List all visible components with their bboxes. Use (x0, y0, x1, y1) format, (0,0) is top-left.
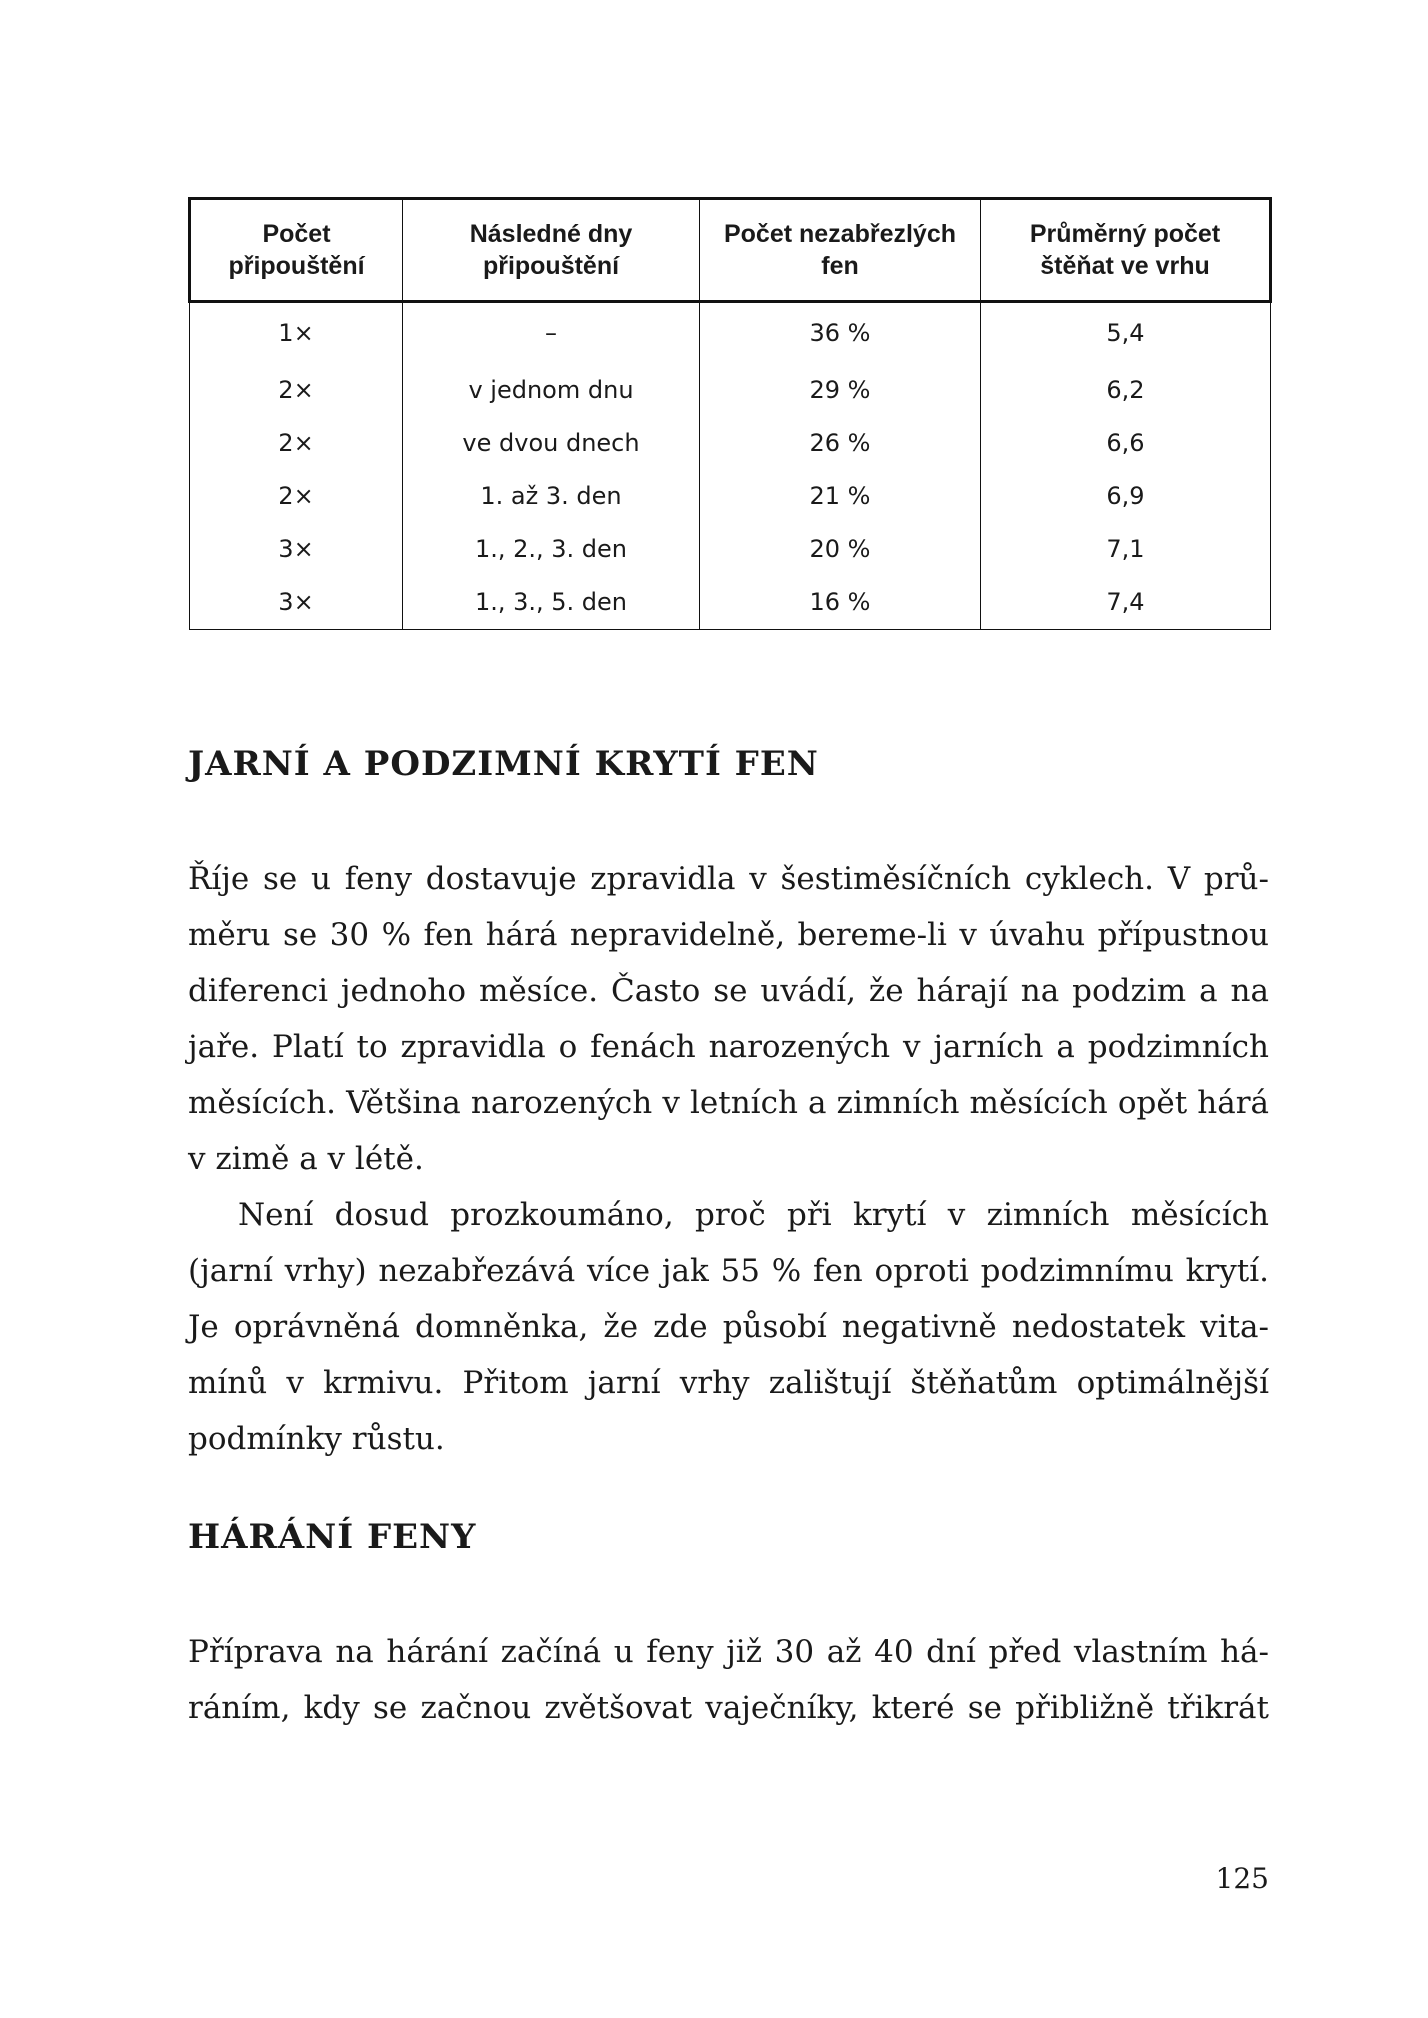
table-cell: v jednom dnu (403, 363, 700, 416)
table-cell: 20 % (700, 522, 981, 575)
text-line: ráním, kdy se začnou zvětšovat vaječníky, které se přibližně třikrát (188, 1690, 1269, 1726)
text-line: měru se 30 % fen hárá nepravidelně, bereme-li v úvahu přípustnou (188, 917, 1269, 953)
table-cell: 1× (190, 302, 403, 364)
page-number: 125 (1215, 1862, 1269, 1895)
text-line: (jarní vrhy) nezabřezává více jak 55 % fen oproti podzimnímu krytí. (188, 1253, 1269, 1289)
table-cell: – (403, 302, 700, 364)
table-cell: 7,4 (981, 575, 1271, 630)
table-cell: 16 % (700, 575, 981, 630)
table-cell: 36 % (700, 302, 981, 364)
section-heading-heat: HÁRÁNÍ FENY (188, 1517, 477, 1557)
paragraph-heat (188, 1624, 1269, 1736)
text-line: Příprava na hárání začíná u feny již 30 až 40 dní před vlastním há- (188, 1634, 1269, 1670)
paragraph-spring-autumn (188, 851, 1269, 1467)
mating-statistics-table (188, 197, 1272, 630)
table-cell: 1., 2., 3. den (403, 522, 700, 575)
section-heading-spring-autumn: JARNÍ A PODZIMNÍ KRYTÍ FEN (188, 744, 819, 784)
table-cell: 2× (190, 416, 403, 469)
header-mating-days: Následné dny připouštění (403, 199, 700, 302)
text-line: podmínky růstu. (188, 1421, 445, 1457)
table-row (190, 416, 1271, 469)
table-cell: 3× (190, 575, 403, 630)
table-cell: ve dvou dnech (403, 416, 700, 469)
table-cell: 6,9 (981, 469, 1271, 522)
table-row (190, 522, 1271, 575)
table-row (190, 302, 1271, 364)
table-cell: 6,2 (981, 363, 1271, 416)
table-cell: 29 % (700, 363, 981, 416)
table-cell: 6,6 (981, 416, 1271, 469)
text-line: Říje se u feny dostavuje zpravidla v šestiměsíčních cyklech. V prů- (188, 861, 1269, 897)
text-line: jaře. Platí to zpravidla o fenách narozených v jarních a podzimních (188, 1029, 1269, 1065)
table-cell: 2× (190, 469, 403, 522)
table-cell: 3× (190, 522, 403, 575)
table-cell: 21 % (700, 469, 981, 522)
table-header-row (190, 199, 1271, 302)
table-row (190, 469, 1271, 522)
text-line: měsících. Většina narozených v letních a zimních měsících opět hárá (188, 1085, 1269, 1121)
text-line: mínů v krmivu. Přitom jarní vrhy zalištují štěňatům optimálnější (188, 1365, 1269, 1401)
header-mating-count: Počet připouštění (190, 199, 403, 302)
text-line: diferenci jednoho měsíce. Často se uvádí, že hárají na podzim a na (188, 973, 1269, 1009)
table-cell: 2× (190, 363, 403, 416)
table-cell: 7,1 (981, 522, 1271, 575)
table-cell: 1. až 3. den (403, 469, 700, 522)
text-line: Není dosud prozkoumáno, proč při krytí v zimních měsících (238, 1197, 1269, 1233)
header-average-litter: Průměrný počet štěňat ve vrhu (981, 199, 1271, 302)
text-line: Je oprávněná domněnka, že zde působí negativně nedostatek vita- (188, 1309, 1269, 1345)
table-row (190, 363, 1271, 416)
table-cell: 5,4 (981, 302, 1271, 364)
table-cell: 1., 3., 5. den (403, 575, 700, 630)
header-unbred-females: Počet nezabřezlých fen (700, 199, 981, 302)
table-cell: 26 % (700, 416, 981, 469)
table-row (190, 575, 1271, 630)
text-line: v zimě a v létě. (188, 1141, 424, 1177)
